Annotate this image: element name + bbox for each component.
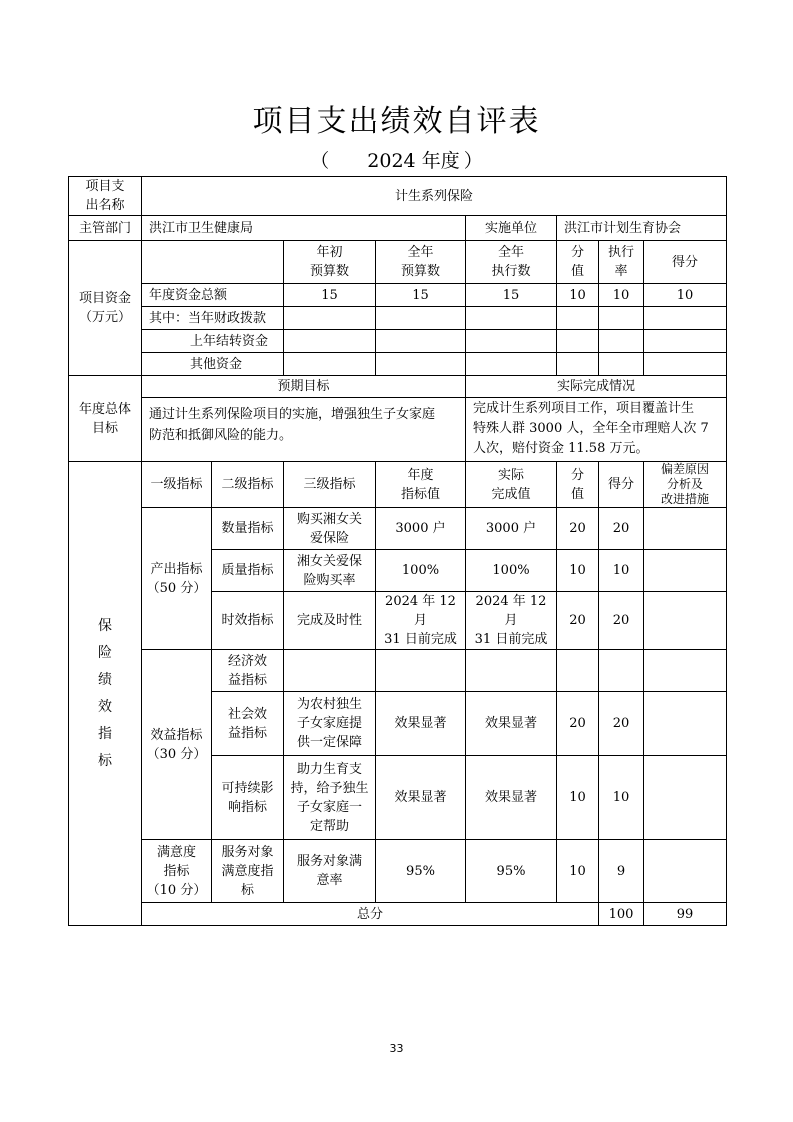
- goals-header-row: [69, 376, 727, 398]
- funds-header-score-value: 分 值: [557, 241, 599, 284]
- level3-cell: [284, 650, 376, 692]
- funds-header-score: 得分: [644, 241, 727, 284]
- goals-content-row: [69, 398, 727, 462]
- level2-cell: 社会效 益指标: [212, 692, 284, 756]
- funds-annual: 15: [376, 284, 466, 307]
- score-cell: 20: [599, 508, 644, 550]
- funds-rate: [599, 353, 644, 376]
- funds-exec: [466, 307, 557, 330]
- year-paren-open: （: [310, 150, 330, 172]
- goals-expected-header: 预期目标: [142, 376, 466, 398]
- target-cell: 100%: [376, 550, 466, 592]
- target-cell: 效果显著: [376, 756, 466, 840]
- funds-header-row: [69, 241, 727, 284]
- level2-cell: 质量指标: [212, 550, 284, 592]
- deviation-cell: [644, 650, 727, 692]
- indicator-row: [69, 840, 727, 903]
- funds-score: [644, 330, 727, 353]
- funds-exec: 15: [466, 284, 557, 307]
- funds-score-value: 10: [557, 284, 599, 307]
- funds-annual: [376, 307, 466, 330]
- department-row: [69, 216, 727, 241]
- level2-cell: 经济效 益指标: [212, 650, 284, 692]
- deviation-cell: [644, 550, 727, 592]
- funds-row-label: 其他资金: [142, 353, 284, 376]
- funds-row: [69, 353, 727, 376]
- project-name-row: [69, 177, 727, 216]
- project-name-label: 项目支 出名称: [69, 177, 142, 216]
- level3-cell: 湘女关爱保 险购买率: [284, 550, 376, 592]
- score-cell: 10: [599, 550, 644, 592]
- level3-cell: 完成及时性: [284, 592, 376, 650]
- target-cell: 95%: [376, 840, 466, 903]
- actual-cell: 3000 户: [466, 508, 557, 550]
- total-label: 总分: [142, 903, 599, 926]
- self-evaluation-table: [68, 176, 727, 926]
- funds-rate: 10: [599, 284, 644, 307]
- actual-cell: 2024 年 12 月 31 日前完成: [466, 592, 557, 650]
- score-value-cell: 10: [557, 550, 599, 592]
- funds-initial: 15: [284, 284, 376, 307]
- funds-header-annual: 全年 预算数: [376, 241, 466, 284]
- page-title: 项目支出绩效自评表: [252, 104, 541, 139]
- level3-cell: 购买湘女关 爱保险: [284, 508, 376, 550]
- goals-label: 年度总体 目标: [69, 376, 142, 462]
- output-indicator-label: 产出指标 （50 分）: [142, 508, 212, 650]
- funds-header-blank: [142, 241, 284, 284]
- funds-header-rate: 执行 率: [599, 241, 644, 284]
- benefit-indicator-label: 效益指标 （30 分）: [142, 650, 212, 840]
- funds-row: [69, 330, 727, 353]
- level2-cell: 服务对象 满意度指 标: [212, 840, 284, 903]
- funds-exec: [466, 330, 557, 353]
- year-paren-close: ）: [463, 150, 483, 172]
- level2-cell: 时效指标: [212, 592, 284, 650]
- actual-cell: 100%: [466, 550, 557, 592]
- satisfaction-indicator-label: 满意度 指标 （10 分）: [142, 840, 212, 903]
- deviation-cell: [644, 692, 727, 756]
- level3-cell: 为农村独生 子女家庭提 供一定保障: [284, 692, 376, 756]
- score-value-cell: 10: [557, 840, 599, 903]
- header-level3: 三级指标: [284, 462, 376, 508]
- funds-initial: [284, 307, 376, 330]
- funds-row: [69, 284, 727, 307]
- score-cell: 20: [599, 692, 644, 756]
- indicator-row: [69, 508, 727, 550]
- header-score: 得分: [599, 462, 644, 508]
- goals-actual: 完成计生系列项目工作，项目覆盖计生 特殊人群 3000 人，全年全市理赔人次 7 人次，赔付资金 11.58 万元。: [466, 398, 727, 462]
- funds-label: 项目资金 （万元）: [69, 241, 142, 376]
- funds-header-initial: 年初 预算数: [284, 241, 376, 284]
- indicator-row: [69, 650, 727, 692]
- funds-annual: [376, 330, 466, 353]
- level2-cell: 可持续影 响指标: [212, 756, 284, 840]
- deviation-cell: [644, 756, 727, 840]
- funds-rate: [599, 330, 644, 353]
- header-level2: 二级指标: [212, 462, 284, 508]
- project-name: 计生系列保险: [142, 177, 727, 216]
- funds-row: [69, 307, 727, 330]
- impl-value: 洪江市计划生育协会: [557, 216, 727, 241]
- funds-row-label: 其中：当年财政拨款: [142, 307, 284, 330]
- score-cell: 9: [599, 840, 644, 903]
- score-value-cell: 20: [557, 592, 599, 650]
- actual-cell: 95%: [466, 840, 557, 903]
- target-cell: 3000 户: [376, 508, 466, 550]
- indicators-header-row: [69, 462, 727, 508]
- funds-annual: [376, 353, 466, 376]
- funds-score: [644, 307, 727, 330]
- score-value-cell: [557, 650, 599, 692]
- funds-initial: [284, 330, 376, 353]
- score-cell: [599, 650, 644, 692]
- total-score-value: 100: [599, 903, 644, 926]
- target-cell: [376, 650, 466, 692]
- funds-score: [644, 353, 727, 376]
- year-line: [0, 146, 793, 173]
- score-value-cell: 20: [557, 508, 599, 550]
- impl-label: 实施单位: [466, 216, 557, 241]
- funds-exec: [466, 353, 557, 376]
- funds-score-value: [557, 353, 599, 376]
- header-target: 年度 指标值: [376, 462, 466, 508]
- target-cell: 2024 年 12 月 31 日前完成: [376, 592, 466, 650]
- funds-score: 10: [644, 284, 727, 307]
- funds-score-value: [557, 330, 599, 353]
- total-score: 99: [644, 903, 727, 926]
- funds-rate: [599, 307, 644, 330]
- deviation-cell: [644, 508, 727, 550]
- header-level1: 一级指标: [142, 462, 212, 508]
- funds-initial: [284, 353, 376, 376]
- funds-header-exec: 全年 执行数: [466, 241, 557, 284]
- actual-cell: 效果显著: [466, 756, 557, 840]
- indicators-side-label: 保 险 绩 效 指 标: [69, 462, 142, 926]
- deviation-cell: [644, 592, 727, 650]
- total-row: [69, 903, 727, 926]
- header-score-value: 分 值: [557, 462, 599, 508]
- goals-expected: 通过计生系列保险项目的实施，增强独生子女家庭 防范和抵御风险的能力。: [142, 398, 466, 462]
- score-cell: 20: [599, 592, 644, 650]
- funds-row-label: 上年结转资金: [142, 330, 284, 353]
- actual-cell: 效果显著: [466, 692, 557, 756]
- dept-label: 主管部门: [69, 216, 142, 241]
- year-label: 2024 年度: [367, 150, 460, 172]
- level3-cell: 服务对象满 意率: [284, 840, 376, 903]
- score-value-cell: 20: [557, 692, 599, 756]
- level3-cell: 助力生育支 持，给予独生 子女家庭一 定帮助: [284, 756, 376, 840]
- header-deviation: 偏差原因 分析及 改进措施: [644, 462, 727, 508]
- page-number: 33: [389, 1042, 404, 1055]
- score-cell: 10: [599, 756, 644, 840]
- dept-value: 洪江市卫生健康局: [142, 216, 466, 241]
- deviation-cell: [644, 840, 727, 903]
- level2-cell: 数量指标: [212, 508, 284, 550]
- goals-actual-header: 实际完成情况: [466, 376, 727, 398]
- target-cell: 效果显著: [376, 692, 466, 756]
- score-value-cell: 10: [557, 756, 599, 840]
- funds-row-label: 年度资金总额: [142, 284, 284, 307]
- actual-cell: [466, 650, 557, 692]
- funds-score-value: [557, 307, 599, 330]
- header-actual: 实际 完成值: [466, 462, 557, 508]
